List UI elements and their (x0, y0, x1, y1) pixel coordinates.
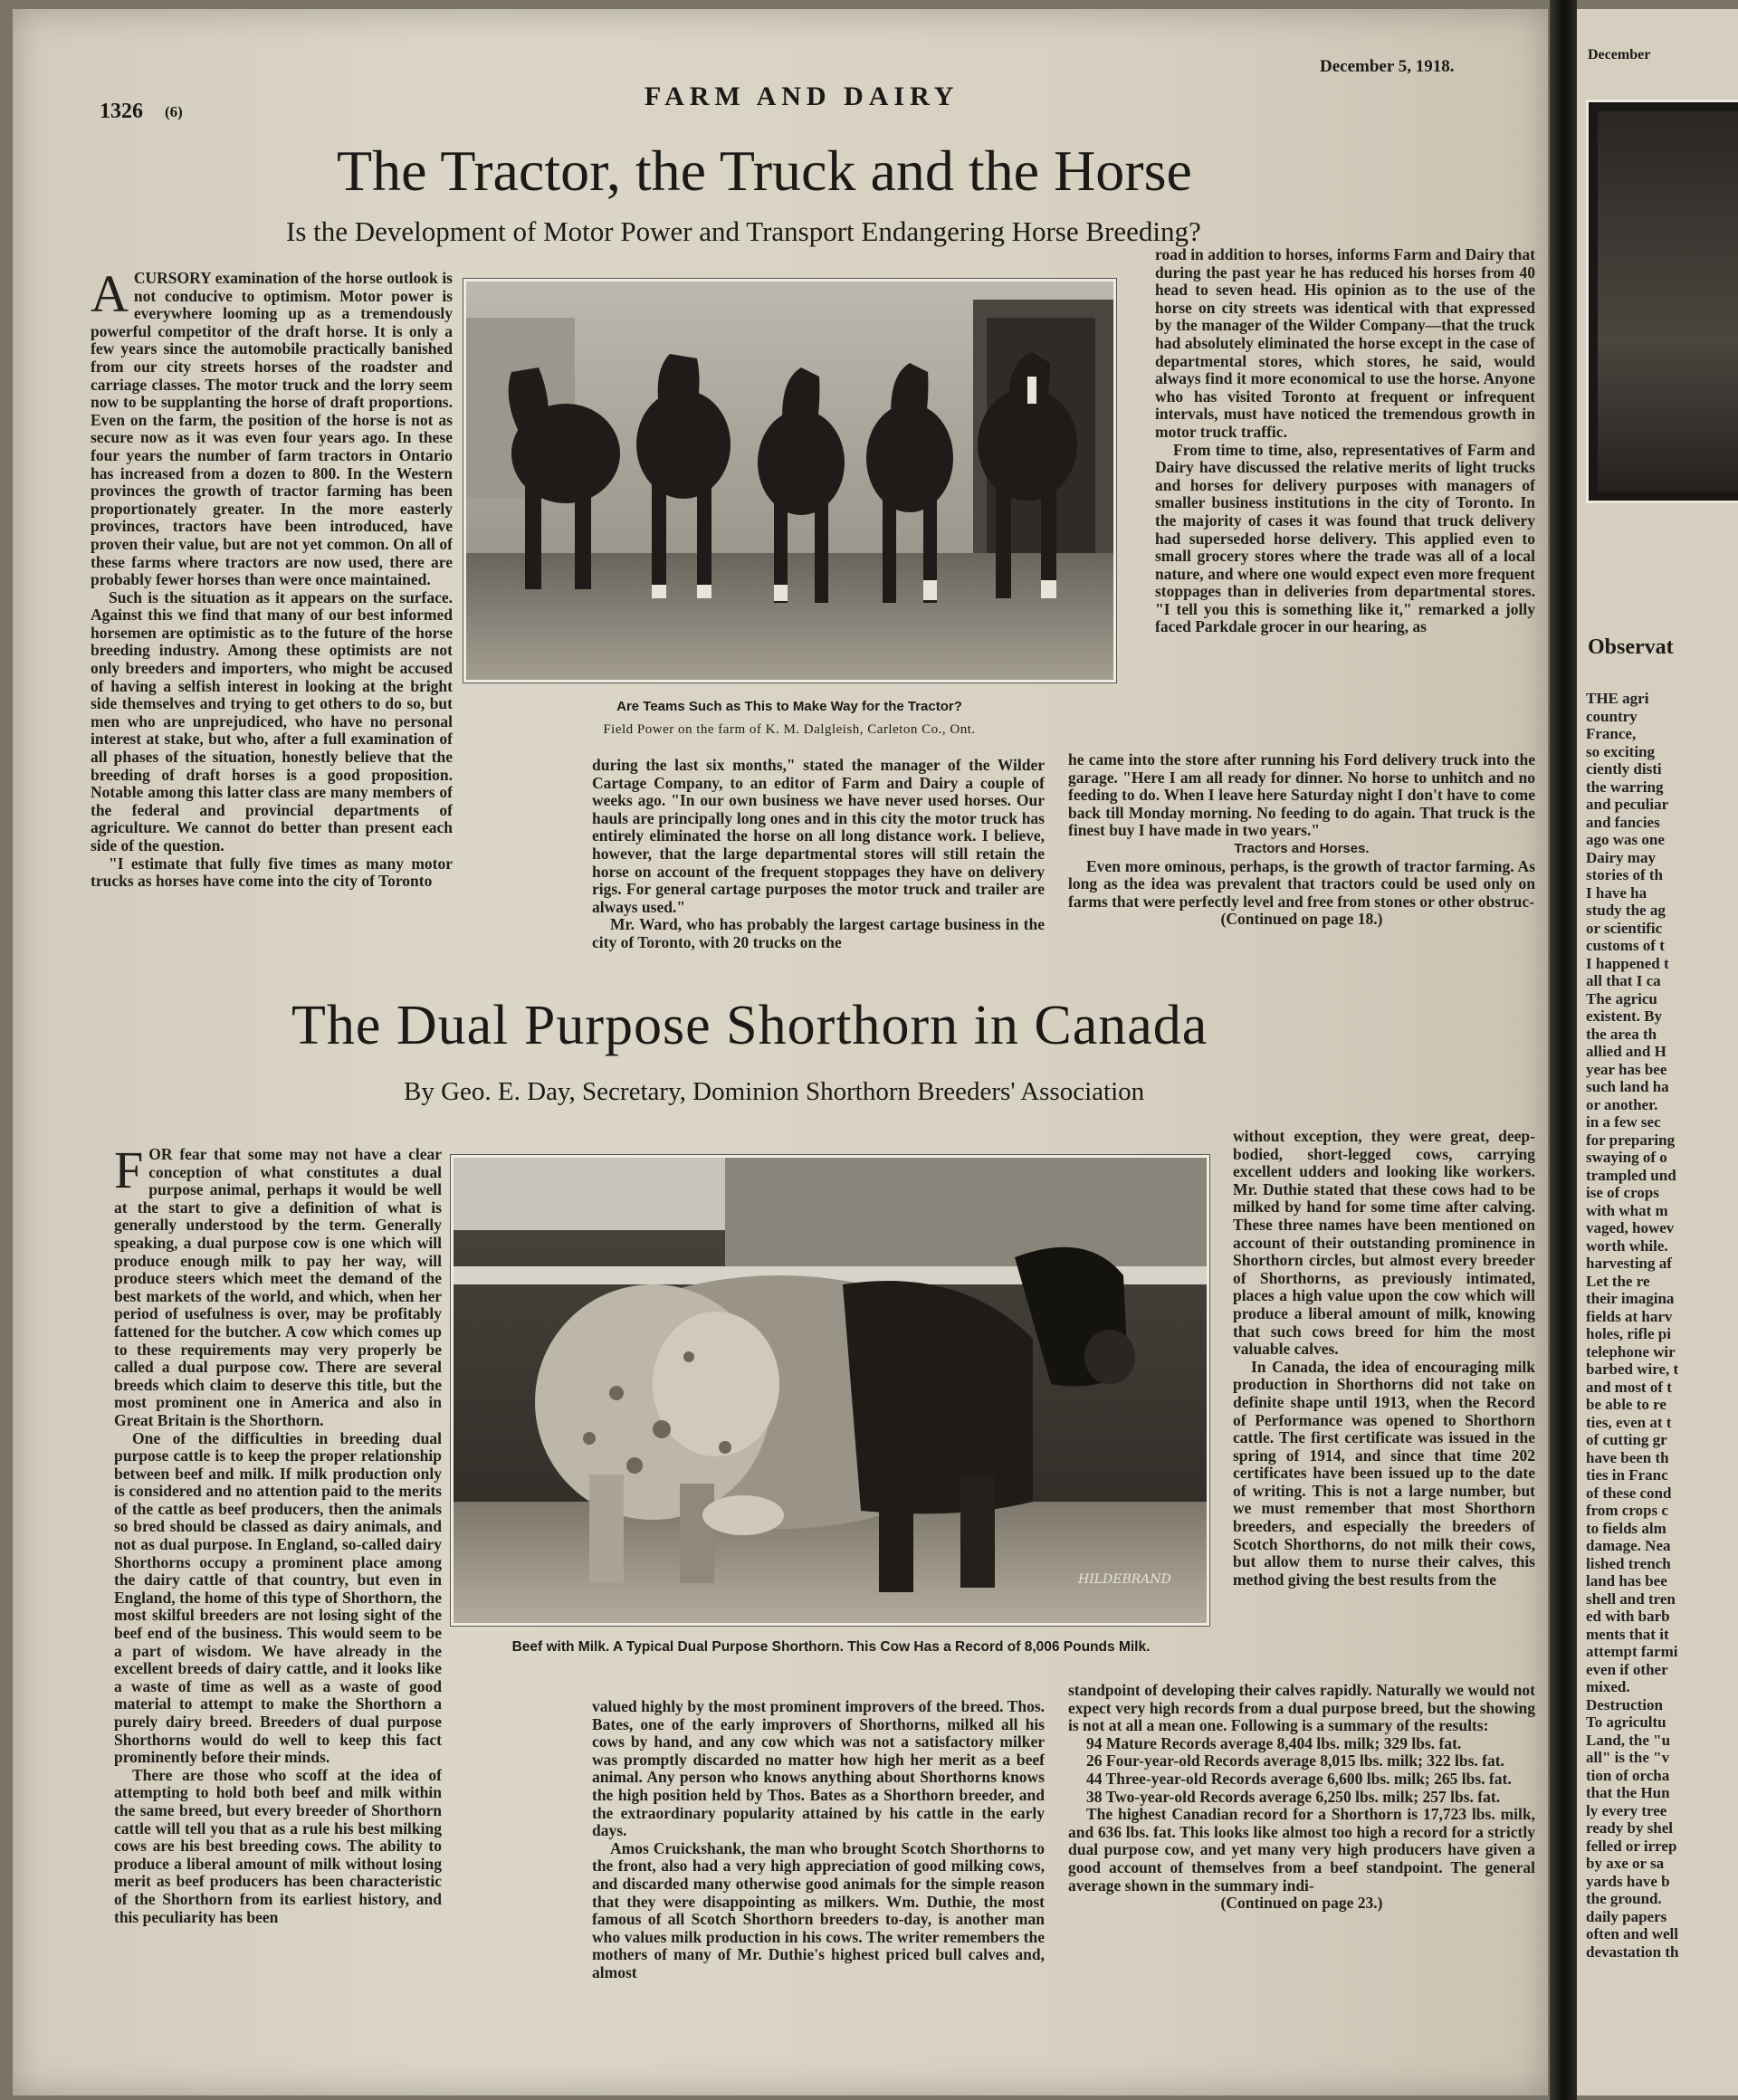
adjacent-text-line: country (1586, 707, 1638, 725)
paragraph: he came into the store after running his Ford delivery truck into the garage. "Here I am all ready for dinner. No horse to unhitch and no feeding to do. When I leave here Saturday night I don't have to come back till Monday morning. No feeding to do again. That truck is the finest buy I have made in two years." (1068, 751, 1535, 840)
issue-date: December 5, 1918. (1320, 57, 1455, 76)
adjacent-text-line: and fancies (1586, 813, 1660, 831)
adjacent-text-line: barbed wire, t (1586, 1360, 1679, 1378)
adjacent-text-line: be able to re (1586, 1396, 1666, 1413)
adjacent-page-photo (1586, 100, 1738, 503)
adjacent-page-heading: Observat (1588, 635, 1674, 659)
adjacent-text-line: France, (1586, 725, 1637, 742)
adjacent-page-header: December (1588, 47, 1651, 62)
article1-subtitle: Is the Development of Motor Power and Transport Endangering Horse Breeding? (286, 215, 1201, 247)
adjacent-text-line: I happened t (1586, 954, 1669, 972)
adjacent-text-line: their imagina (1586, 1290, 1675, 1307)
adjacent-page-text (1586, 690, 1678, 1961)
paragraph: From time to time, also, representatives of Farm and Dairy have discussed the relative merits of light trucks and horses for delivery purposes with managers of smaller business institutions in the city of Toronto. In the majority of cases it was found that truck delivery had superseded horse delivery. This applied even to small grocery stores where the trade was all of a local nature, and where one would expect even more frequent stoppages than in deliveries from departmental stores. "I tell you this is something like it," remarked a jolly faced Parkdale grocer in our hearing, as (1155, 440, 1535, 636)
adjacent-text-line: often and well (1586, 1925, 1678, 1942)
paragraph: Amos Cruickshank, the man who brought Scotch Shorthorns to the front, also had a very high appreciation of good milking cows, and discarded many otherwise good animals for the simple reason that they were disappointing as milkers. Wm. Duthie, the most famous of all Scotch Shorthorn breeders to-day, is another man who values milk production in his cows. The writer remembers the mothers of many of Mr. Duthie's highest priced bull calves and, almost (592, 1838, 1045, 1981)
adjacent-text-line: and peculiar (1586, 796, 1669, 813)
adjacent-text-line: ties in Franc (1586, 1466, 1668, 1484)
adjacent-text-line: holes, rifle pi (1586, 1325, 1671, 1342)
adjacent-text-line: damage. Nea (1586, 1537, 1671, 1554)
article1-photo-caption: Are Teams Such as This to Make Way for the Tractor? (616, 699, 962, 714)
continued-notice: (Continued on page 18.) (1220, 910, 1383, 929)
adjacent-text-line: from crops c (1586, 1502, 1668, 1519)
adjacent-text-line: the warring (1586, 778, 1664, 796)
adjacent-text-line: ciently disti (1586, 760, 1662, 778)
adjacent-text-line: lished trench (1586, 1554, 1671, 1572)
paragraph (91, 270, 453, 589)
paragraph (114, 1146, 442, 1430)
article2-photo-caption: Beef with Milk. A Typical Dual Purpose Shorthorn. This Cow Has a Record of 8,006 Pounds Milk. (511, 1639, 1151, 1655)
paragraph-text: OR fear that some may not have a clear conception of what constitutes a dual purpose animal, perhaps it would be well at the start to give a definition of what is generally understood by the term. Generally speaking, a dual purpose cow is one which will produce enough milk to pay her way, will produce steers which meet the demand of the best markets of the world, and which, when her period of usefulness is over, may be profitably fattened for the butcher. A cow which comes up to these requirements may very properly be called a dual purpose cow. There are several breeds which claim to deserve this title, but the most prominent one in America and also in Great Britain is the Shorthorn. (114, 1146, 442, 1429)
adjacent-text-line: tion of orcha (1586, 1766, 1670, 1784)
paragraph: road in addition to horses, informs Farm and Dairy that during the past year he has reduced his horses from 40 head to seven head. His opinion as to the use of the horse on city streets was identical with that expressed by the manager of the Wilder Company—that the truck had absolutely eliminated the horse except in the case of departmental stores, which stores, he said, would always find it more economical to use the horse. Anyone who has visited Toronto at frequent or infrequent intervals, must have noticed the tremendous growth in motor truck traffic. (1155, 246, 1535, 441)
shorthorn-cow-photo-image (454, 1158, 1207, 1623)
drop-cap: A (91, 270, 129, 323)
adjacent-text-line: of these cond (1586, 1484, 1672, 1502)
shorthorn-cow-photo (451, 1155, 1209, 1626)
paragraph: Even more ominous, perhaps, is the growth of tractor farming. As long as the idea was prevalent that tractors could be used only on farms that were perfectly level and free from stones or other obstruc- (1068, 856, 1535, 911)
book-gutter (1550, 0, 1577, 2100)
adjacent-text-line: ments that it (1586, 1625, 1669, 1643)
article2-title: The Dual Purpose Shorthorn in Canada (291, 995, 1208, 1056)
adjacent-text-line: ties, even at t (1586, 1413, 1672, 1431)
adjacent-text-line: I have ha (1586, 883, 1647, 902)
adjacent-text-line: Dairy may (1586, 848, 1656, 866)
newspaper-page (13, 9, 1548, 2095)
paragraph: The highest Canadian record for a Shorthorn is 17,723 lbs. milk, and 636 lbs. fat. This looks like almost too high a record for a strictly dual purpose cow, and yet many very high producers have given a good account of themselves from a beef standpoint. The general average shown in the summary indi- (1068, 1805, 1535, 1895)
paragraph: There are those who scoff at the idea of attempting to hold both beef and milk within the same breed, but every breeder of Shorthorn cattle will tell you that as a rule his best milking cows are his best breeding cows. The ability to produce a liberal amount of milk without losing merit as beef producers has been characteristic of the Shorthorn from its earliest history, and this peculiarity has been (114, 1765, 442, 1926)
adjacent-text-line: of cutting gr (1586, 1431, 1667, 1448)
adjacent-text-line: by axe or sa (1586, 1855, 1665, 1872)
adjacent-text-line: mixed. (1586, 1678, 1630, 1695)
drop-cap: F (114, 1146, 144, 1199)
article1-title: The Tractor, the Truck and the Horse (337, 138, 1192, 203)
adjacent-text-line: fields at harv (1586, 1307, 1673, 1325)
photographer-signature: HILDEBRAND (1078, 1572, 1171, 1587)
adjacent-text-line: attempt farmi (1586, 1643, 1678, 1660)
article2-column2 (592, 1698, 1045, 2089)
adjacent-photo-image (1598, 111, 1738, 492)
adjacent-page-fragment (1577, 9, 1738, 2095)
adjacent-text-line: vaged, howev (1586, 1219, 1675, 1236)
adjacent-text-line: the area th (1586, 1025, 1657, 1043)
adjacent-text-line: so exciting (1586, 742, 1656, 760)
adjacent-text-line: all that I ca (1586, 972, 1661, 989)
adjacent-text-line: allied and H (1586, 1043, 1666, 1060)
paragraph: Mr. Ward, who has probably the largest cartage business in the city of Toronto, with 20 trucks on the (592, 915, 1045, 951)
adjacent-text-line: shell and tren (1586, 1589, 1676, 1608)
article1-column3 (1155, 246, 1535, 749)
paragraph: Such is the situation as it appears on the surface. Against this we find that many of our best informed horsemen are optimistic as to the future of the horse breeding industry. Among these optimists are not only breeders and importers, who might be accused of having a selfish interest in looking at the bright side themselves and trying to get others to do so, but men who are unprejudiced, who have no personal interest at stake, but who, after a full examination of all phases of the situation, honestly believe that the breeding of draft horses is a good proposition. Notable among this latter class are many members of the federal and provincial departments of agriculture. We cannot do better than present each side of the question. (91, 587, 453, 854)
adjacent-text-line: study the ag (1586, 902, 1666, 919)
adjacent-text-line: devastation th (1586, 1942, 1679, 1961)
adjacent-text-line: ly every tree (1586, 1801, 1667, 1819)
adjacent-text-line: to fields alm (1586, 1519, 1666, 1537)
record-line: 94 Mature Records average 8,404 lbs. milk; 329 lbs. fat. (1086, 1733, 1462, 1752)
adjacent-text-line: and most of t (1586, 1378, 1672, 1396)
page-sub-number: (6) (165, 103, 183, 120)
adjacent-text-line: To agricultu (1586, 1713, 1666, 1731)
adjacent-text-line: worth while. (1586, 1236, 1668, 1255)
adjacent-text-line: trampled und (1586, 1166, 1676, 1184)
article1-column2 (592, 757, 1045, 1019)
article2-column1 (114, 1146, 442, 2089)
article1-column3-continued (1068, 751, 1535, 1019)
paragraph: valued highly by the most prominent improvers of the breed. Thos. Bates, one of the early improvers of Shorthorns, milked all his cows by hand, and any cow which was not a satisfactory milker was promptly discarded no matter how high her merit as a beef animal. Any person who knows anything about Shorthorns knows the high position held by Thos. Bates as a Shorthorn breeder, and the extraordinary popularity attained by his cattle in the early days. (592, 1698, 1045, 1840)
adjacent-text-line: THE agri (1586, 690, 1649, 707)
horses-photo-image (466, 282, 1113, 680)
adjacent-text-line: for preparing (1586, 1131, 1676, 1149)
adjacent-text-line: customs of t (1586, 937, 1665, 954)
article1-photo-credit: Field Power on the farm of K. M. Dalgleish, Carleton Co., Ont. (603, 722, 976, 737)
adjacent-text-line: existent. By (1586, 1007, 1663, 1025)
adjacent-text-line: year has bee (1586, 1060, 1667, 1078)
adjacent-text-line: even if other (1586, 1660, 1668, 1678)
record-line: 44 Three-year-old Records average 6,600 lbs. milk; 265 lbs. fat. (1086, 1769, 1512, 1788)
article2-column3-continued (1068, 1682, 1535, 2087)
adjacent-text-line: harvesting af (1586, 1255, 1672, 1272)
adjacent-text-line: ago was one (1586, 831, 1665, 848)
adjacent-text-line: yards have b (1586, 1872, 1670, 1890)
adjacent-text-line: land has bee (1586, 1572, 1667, 1589)
adjacent-text-line: in a few sec (1586, 1113, 1661, 1131)
adjacent-text-line: telephone wir (1586, 1342, 1676, 1360)
section-subhead: Tractors and Horses. (1234, 840, 1370, 856)
masthead: FARM AND DAIRY (645, 81, 960, 111)
adjacent-text-line: ed with barb (1586, 1608, 1670, 1625)
adjacent-text-line: ise of crops (1586, 1184, 1659, 1201)
adjacent-text-line: swaying of o (1586, 1149, 1667, 1166)
adjacent-text-line: with what m (1586, 1201, 1668, 1219)
record-line: 26 Four-year-old Records average 8,015 lbs. milk; 322 lbs. fat. (1086, 1752, 1504, 1771)
paragraph: without exception, they were great, deep-bodied, short-legged cows, carrying excellent udders and looking like workers. Mr. Duthie stated that these cows had to be milked by hand for some time after calving. These three names have been mentioned on account of their outstanding prominence in Shorthorn circles, but almost every breeder of Shorthorns, as previously intimated, places a high value upon the cow which will produce a liberal amount of milk, knowing that such cows breed for him the most valuable calves. (1233, 1128, 1535, 1359)
adjacent-text-line: or scientific (1586, 919, 1663, 937)
horses-photo (463, 279, 1116, 682)
adjacent-text-line: daily papers (1586, 1907, 1667, 1925)
continued-notice: (Continued on page 23.) (1220, 1894, 1383, 1913)
adjacent-text-line: that the Hun (1586, 1784, 1670, 1801)
adjacent-text-line: the ground. (1586, 1890, 1662, 1907)
paragraph: during the last six months," stated the manager of the Wilder Cartage Company, to an editor of Farm and Dairy a couple of weeks ago. "In our own business we have never used horses. Our hauls are principally long ones and in this city the motor truck has entirely eliminated the horse on all long distance work. I believe, however, that the large departmental stores will still retain the horse on account of the frequent stoppages they have on delivery rigs. For general cartage purposes the motor truck and trailer are always used." (592, 757, 1045, 916)
adjacent-text-line: Destruction (1586, 1695, 1663, 1713)
adjacent-text-line: ready by shel (1586, 1819, 1674, 1837)
adjacent-text-line: or another. (1586, 1095, 1658, 1113)
adjacent-text-line: felled or irrep (1586, 1837, 1677, 1855)
adjacent-text-line: all" is the "v (1586, 1749, 1670, 1766)
adjacent-text-line: have been th (1586, 1448, 1669, 1466)
article2-column3 (1233, 1128, 1535, 1682)
adjacent-text-line: Land, the "u (1586, 1731, 1671, 1749)
adjacent-text-line: Let the re (1586, 1272, 1650, 1290)
paragraph: standpoint of developing their calves rapidly. Naturally we would not expect very high records from a dual purpose breed, but the showing is not at all a mean one. Following is a summary of the results: (1068, 1682, 1535, 1735)
paragraph: In Canada, the idea of encouraging milk production in Shorthorns did not take on definite shape until 1913, when the Record of Performance was opened to Shorthorn cattle. The first certificate was issued in the spring of 1914, and since that time 202 certificates have been issued up to the date of writing. This is not a large number, but we must remember that most Shorthorn breeders, and especially the breeders of Scotch Shorthorns, do not milk their cows, but allow them to nurse their calves, this method giving the best results from the (1233, 1357, 1535, 1589)
adjacent-text-line: such land ha (1586, 1078, 1669, 1095)
paragraph: One of the difficulties in breeding dual purpose cattle is to keep the proper relationship between beef and milk. If milk production only is considered and no attention paid to the merits of the cattle as beef producers, then the animals so bred should be classed as dairy animals, and not as dual purpose. In England, so-called dairy Shorthorns occupy a prominent place among the dairy cattle of that country, but even in England, the home of this type of Shorthorn, the most skilful breeders are not losing sight of the beef end of the business. This would seem to be a part of wisdom. We have already in the excellent breeds of dairy cattle, and it looks like a waste of time as well as a waste of good material to attempt to make the Shorthorn a purely dairy breed. Breeders of dual purpose Shorthorns would do well to keep this fact prominently before their minds. (114, 1428, 442, 1767)
adjacent-text-line: The agricu (1586, 989, 1657, 1007)
paragraph: "I estimate that fully five times as many motor trucks as horses have come into the city of Toronto (91, 854, 453, 891)
article2-byline: By Geo. E. Day, Secretary, Dominion Shorthorn Breeders' Association (404, 1077, 1145, 1106)
adjacent-text-line: stories of th (1586, 866, 1663, 883)
page-number: 1326 (100, 100, 143, 123)
paragraph-text: CURSORY examination of the horse outlook is not conducive to optimism. Motor power is everywhere looming up as a tremendously powerful competitor of the draft horse. It is only a few years since the automobile practically banished from our city streets horses of the roadster and carriage classes. The motor truck and the lorry seem now to be supplanting the horse of draft proportions. Even on the farm, the position of the horse is not as secure now as it was even four years ago. In these four years the number of farm tractors in Ontario has increased from a dozen to 800. In the Western provinces the growth of tractor farming has been proportionately greater. In the more easterly provinces, tractors have been introduced, have proven their value, but are not yet common. On all of these farms where tractors are now used, there are probably fewer horses than were once maintained. (91, 270, 453, 589)
record-line: 38 Two-year-old Records average 6,250 lbs. milk; 257 lbs. fat. (1086, 1787, 1501, 1806)
article1-column1 (91, 270, 453, 1055)
